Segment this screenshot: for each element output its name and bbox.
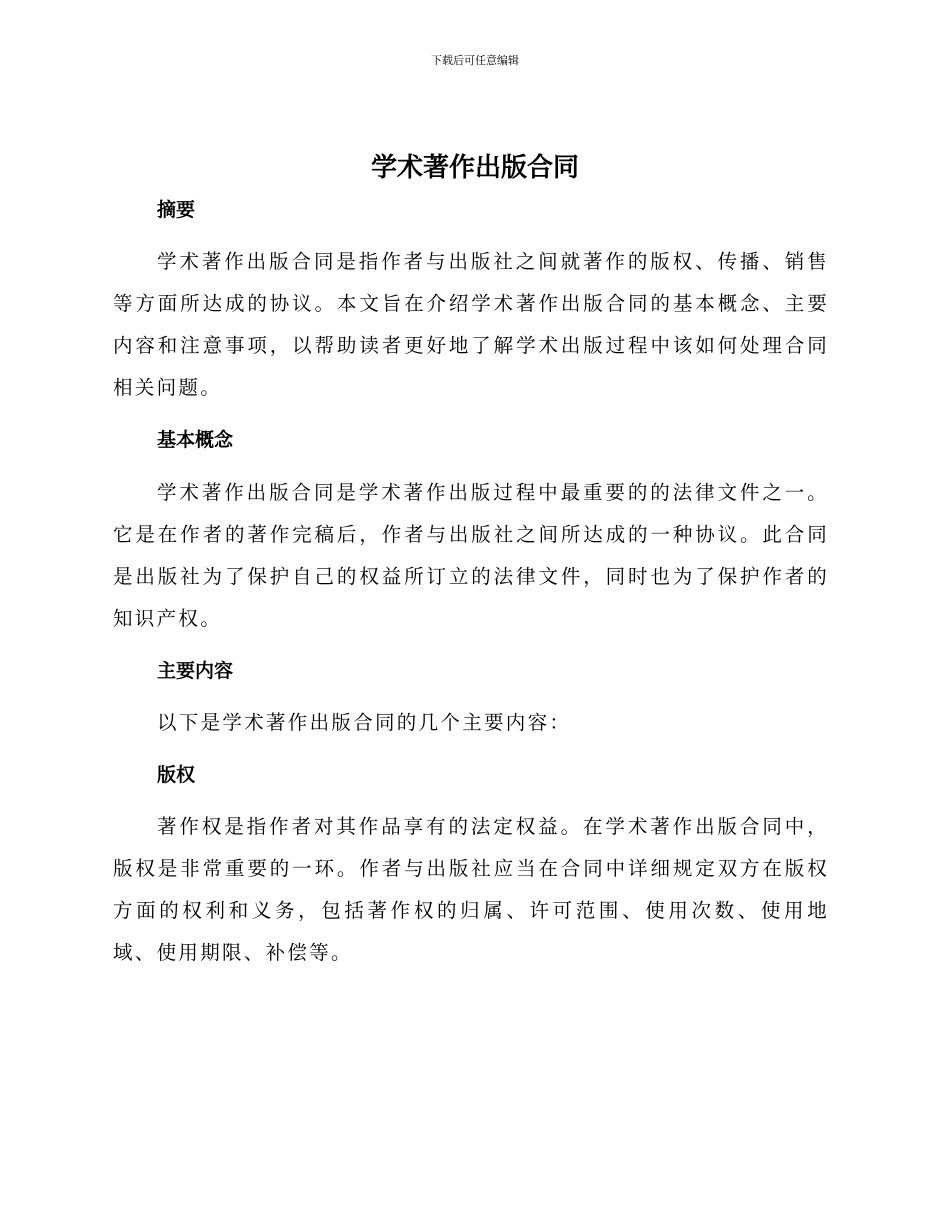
document-title: 学术著作出版合同 xyxy=(370,153,579,183)
paragraph-main-content: 以下是学术著作出版合同的几个主要内容： xyxy=(157,711,572,734)
section-heading-abstract: 摘要 xyxy=(157,199,196,221)
header-note: 下载后可任意编辑 xyxy=(431,54,519,67)
section-heading-basic-concept: 基本概念 xyxy=(157,429,234,451)
section-heading-copyright: 版权 xyxy=(157,764,196,786)
paragraph-basic-concept: 学术著作出版合同是学术著作出版过程中最重要的的法律文件之一。它是在作者的著作完稿后，作者与出版社之间所达成的一种协议。此合同是出版社为了保护自己的权益所订立的法律文件，同时也为了保护作者的知识产权。 xyxy=(113,481,829,630)
paragraph-copyright: 著作权是指作者对其作品享有的法定权益。在学术著作出版合同中，版权是非常重要的一环。作者与出版社应当在合同中详细规定双方在版权方面的权利和义务，包括著作权的归属、许可范围、使用次数、使用地域、使用期限、补偿等。 xyxy=(113,815,829,964)
section-heading-main-content: 主要内容 xyxy=(157,660,234,682)
paragraph-abstract: 学术著作出版合同是指作者与出版社之间就著作的版权、传播、销售等方面所达成的协议。本文旨在介绍学术著作出版合同的基本概念、主要内容和注意事项，以帮助读者更好地了解学术出版过程中该如何处理合同相关问题。 xyxy=(113,250,829,399)
